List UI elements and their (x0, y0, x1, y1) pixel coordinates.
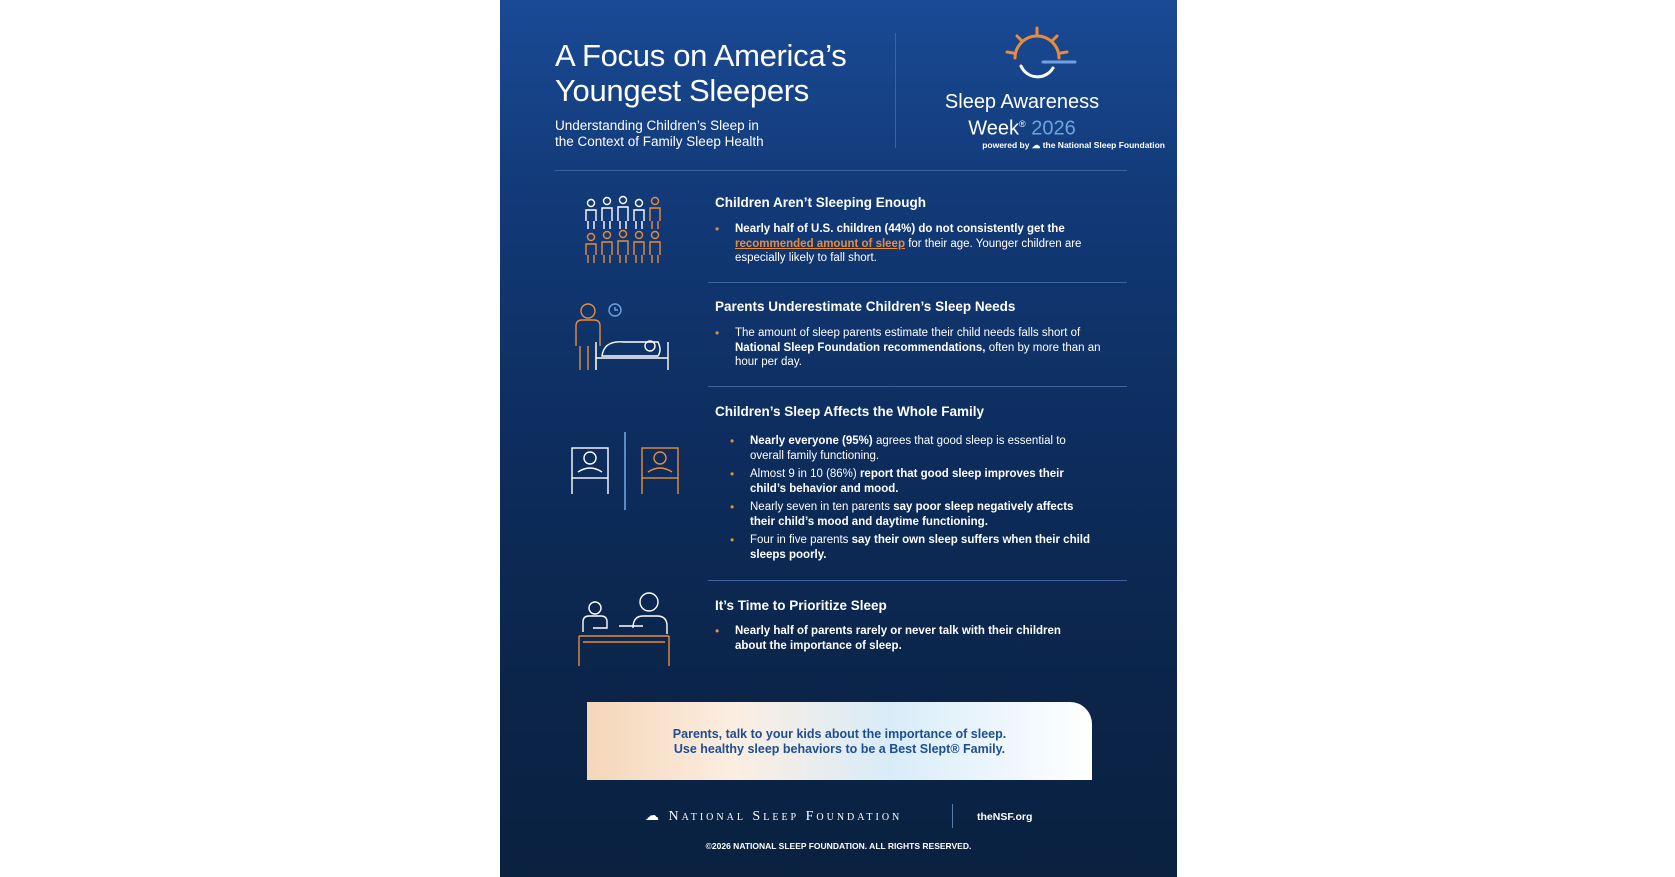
badge-registered: ® (1019, 119, 1026, 129)
bullet-text: often by more than an hour per day. (735, 341, 1101, 368)
recommended-sleep-link[interactable]: recommended amount of sleep (735, 237, 905, 250)
nsf-logo-text: National Sleep Foundation (668, 809, 903, 824)
subtitle-line-2: the Context of Family Sleep Health (555, 134, 764, 149)
section-divider (708, 386, 1127, 387)
powered-org: the National Sleep Foundation (1042, 140, 1165, 150)
bullet-item (730, 434, 1095, 463)
page-subtitle (555, 118, 815, 150)
badge-title-line-1: Sleep Awareness (944, 91, 1100, 113)
title-line-1: A Focus on America’s (555, 38, 847, 73)
bullet-text: agrees that good sleep is essential to overall family functioning. (750, 435, 1066, 462)
bullet-bold: say poor sleep negatively affects their child’s mood and daytime functioning. (750, 501, 1074, 528)
bullet-item (730, 467, 1095, 496)
subtitle-line-1: Understanding Children’s Sleep in (555, 118, 759, 133)
bullet-item (730, 533, 1095, 562)
bullet-item (730, 500, 1095, 529)
nsf-small-logo-icon: ☁ (1031, 140, 1041, 150)
bullet-bold: say their own sleep suffers when their child sleeps poorly. (750, 534, 1091, 561)
bullet-text: for their age. Younger children are especially likely to fall short. (735, 237, 1082, 264)
page-title (555, 38, 855, 108)
header-bottom-divider (555, 170, 1127, 171)
bullet-bold: National Sleep Foundation recommendations, (735, 341, 986, 354)
bullet-bold: report that good sleep improves their child’s behavior and mood. (750, 468, 1064, 495)
cta-text (587, 727, 1092, 757)
bullet-bold: Nearly half of parents rarely or never talk with their children about the importance of sleep. (735, 625, 1061, 652)
section-title: Parents Underestimate Children’s Sleep Needs (715, 299, 1016, 314)
badge-week: Week (968, 117, 1020, 140)
section-title: Children Aren’t Sleeping Enough (715, 195, 927, 210)
bullet-text: Nearly seven in ten parents (750, 501, 890, 513)
bullet-bold: Nearly half of U.S. children (44%) do not consistently get the (735, 223, 1065, 235)
footer-divider (952, 804, 953, 828)
section-title: It’s Time to Prioritize Sleep (715, 598, 887, 613)
family-beds-icon (570, 432, 680, 512)
website-link[interactable]: theNSF.org (977, 811, 1033, 823)
bullet-text: Four in five parents (750, 534, 849, 546)
bullet-dot-icon: • (730, 500, 735, 514)
bullet-item (715, 624, 1095, 653)
badge-title-line-2 (932, 113, 1112, 140)
bullet-dot-icon: • (730, 467, 735, 481)
powered-by (880, 140, 1165, 151)
cta-line-2: Use healthy sleep behaviors to be a Best Slept® Family. (673, 742, 1006, 756)
nsf-logo (645, 808, 902, 825)
parent-child-bed-icon (572, 302, 672, 374)
bullet-item (715, 222, 1090, 266)
bullet-text: The amount of sleep parents estimate their child needs falls short of (735, 327, 1081, 339)
section-title: Children’s Sleep Affects the Whole Family (715, 404, 985, 419)
bullet-dot-icon: • (715, 222, 720, 236)
call-to-action-box (587, 702, 1092, 780)
sun-icon (1003, 26, 1083, 88)
bullet-dot-icon: • (715, 326, 720, 340)
bullet-text: Almost 9 in 10 (86%) (750, 468, 857, 480)
nsf-cloud-icon: ☁ (645, 809, 662, 824)
bullet-dot-icon: • (730, 533, 735, 547)
section-divider (708, 580, 1127, 581)
people-grid-icon (585, 197, 665, 265)
bullet-dot-icon: • (715, 624, 720, 638)
bullet-item (715, 326, 1105, 370)
header-divider (895, 33, 896, 148)
copyright: ©2026 NATIONAL SLEEP FOUNDATION. ALL RIGHTS RESERVED. (705, 841, 972, 851)
title-line-2: Youngest Sleepers (555, 73, 810, 108)
section-divider (708, 282, 1127, 283)
bullet-bold: Nearly everyone (95%) (750, 435, 873, 447)
bullet-dot-icon: • (730, 434, 735, 448)
cta-line-1: Parents, talk to your kids about the importance of sleep. (672, 727, 1007, 741)
badge-year: 2026 (1031, 117, 1076, 140)
parent-child-desk-icon (577, 592, 677, 672)
infographic-poster (500, 0, 1177, 877)
powered-prefix: powered by (982, 140, 1030, 150)
moon-cloud-icon (1021, 66, 1053, 77)
